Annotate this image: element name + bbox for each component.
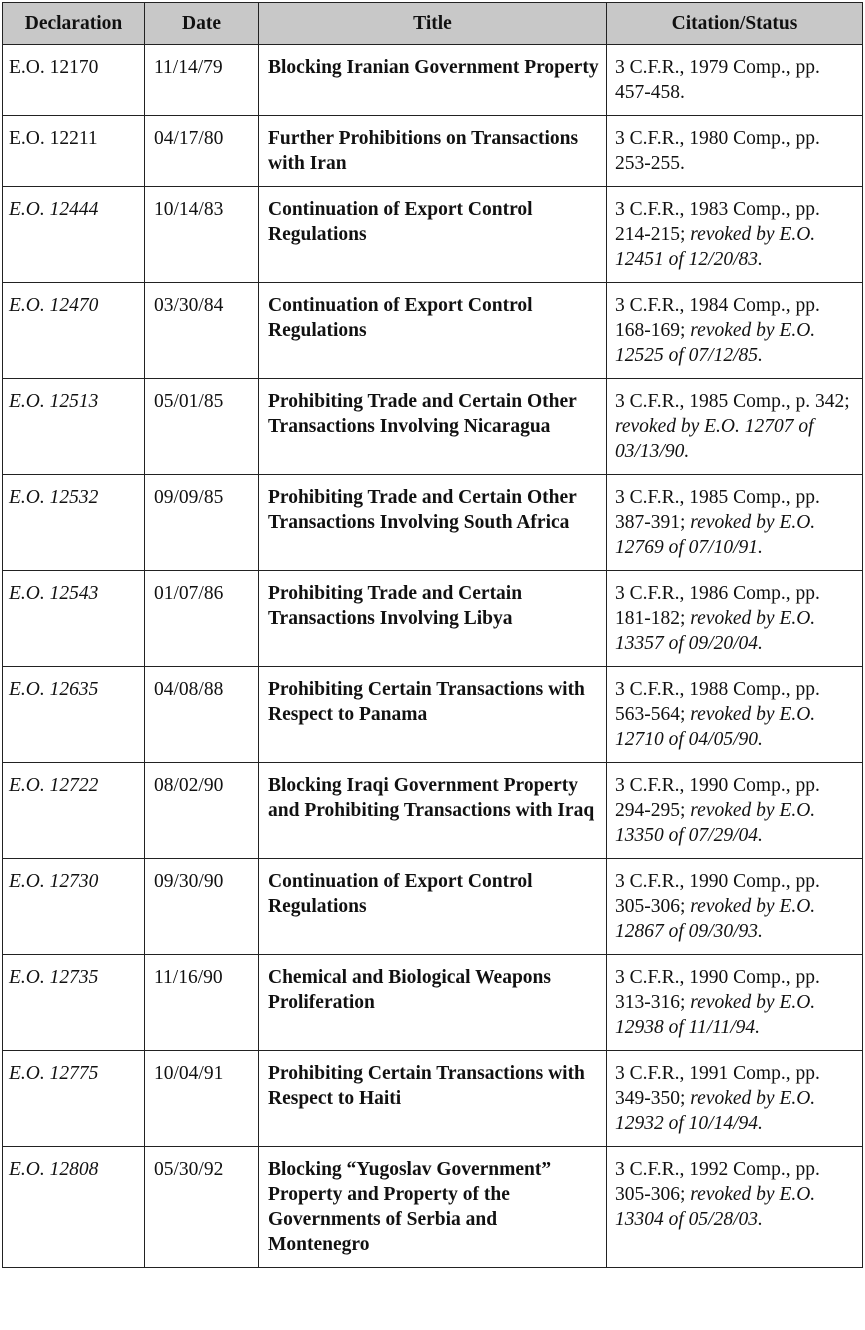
title-cell: Continuation of Export Control Regulations xyxy=(259,859,607,955)
table-row xyxy=(3,667,863,763)
citation-text: 3 C.F.R., 1992 Comp., pp. 305-306; xyxy=(615,1159,820,1205)
revoked-label: revoked by xyxy=(690,896,775,917)
revoked-by-order: E.O. 12769 of 07/10/91. xyxy=(615,512,816,558)
date-cell: 05/30/92 xyxy=(145,1147,259,1268)
citation-text: 3 C.F.R., 1985 Comp., p. 342; xyxy=(615,391,850,412)
table-row xyxy=(3,475,863,571)
declaration-cell: E.O. 12211 xyxy=(3,116,145,187)
date-cell: 09/30/90 xyxy=(145,859,259,955)
title-cell: Further Prohibitions on Transactions with Iran xyxy=(259,116,607,187)
table-row xyxy=(3,955,863,1051)
declaration-cell: E.O. 12635 xyxy=(3,667,145,763)
revoked-label: revoked by xyxy=(690,800,775,821)
title-cell: Blocking Iraqi Government Property and Prohibiting Transactions with Iraq xyxy=(259,763,607,859)
revoked-label: revoked by xyxy=(690,704,775,725)
title-cell: Blocking “Yugoslav Government” Property and Property of the Governments of Serbia and Montenegro xyxy=(259,1147,607,1268)
revoked-by-order: E.O. 12525 of 07/12/85. xyxy=(615,320,816,366)
citation-cell xyxy=(607,116,863,187)
title-cell: Prohibiting Trade and Certain Transactions Involving Libya xyxy=(259,571,607,667)
citation-text: 3 C.F.R., 1984 Comp., pp. 168-169; xyxy=(615,295,820,341)
date-cell: 03/30/84 xyxy=(145,283,259,379)
citation-cell xyxy=(607,955,863,1051)
declaration-cell: E.O. 12532 xyxy=(3,475,145,571)
date-cell: 10/04/91 xyxy=(145,1051,259,1147)
header-date: Date xyxy=(145,3,259,45)
date-cell: 11/14/79 xyxy=(145,45,259,116)
title-cell: Prohibiting Trade and Certain Other Transactions Involving South Africa xyxy=(259,475,607,571)
revoked-by-order: E.O. 12867 of 09/30/93. xyxy=(615,896,816,942)
header-declaration: Declaration xyxy=(3,3,145,45)
date-cell: 01/07/86 xyxy=(145,571,259,667)
revoked-by-order: E.O. 12710 of 04/05/90. xyxy=(615,704,816,750)
header-citation-status: Citation/Status xyxy=(607,3,863,45)
title-cell: Prohibiting Certain Transactions with Respect to Panama xyxy=(259,667,607,763)
table-row xyxy=(3,859,863,955)
citation-cell xyxy=(607,379,863,475)
title-cell: Continuation of Export Control Regulations xyxy=(259,187,607,283)
title-cell: Chemical and Biological Weapons Proliferation xyxy=(259,955,607,1051)
citation-cell xyxy=(607,571,863,667)
revoked-label: revoked by xyxy=(690,320,775,341)
date-cell: 08/02/90 xyxy=(145,763,259,859)
citation-cell xyxy=(607,763,863,859)
declarations-table xyxy=(2,2,863,1268)
citation-cell xyxy=(607,283,863,379)
header-title: Title xyxy=(259,3,607,45)
title-cell: Blocking Iranian Government Property xyxy=(259,45,607,116)
citation-text: 3 C.F.R., 1991 Comp., pp. 349-350; xyxy=(615,1063,820,1109)
revoked-label: revoked by xyxy=(690,224,775,245)
citation-text: 3 C.F.R., 1985 Comp., pp. 387-391; xyxy=(615,487,820,533)
date-cell: 09/09/85 xyxy=(145,475,259,571)
citation-text: 3 C.F.R., 1979 Comp., pp. 457-458. xyxy=(615,57,820,103)
title-cell: Prohibiting Trade and Certain Other Transactions Involving Nicaragua xyxy=(259,379,607,475)
table-row xyxy=(3,283,863,379)
citation-text: 3 C.F.R., 1980 Comp., pp. 253-255. xyxy=(615,128,820,174)
revoked-by-order: E.O. 12938 of 11/11/94. xyxy=(615,992,816,1038)
declaration-cell: E.O. 12170 xyxy=(3,45,145,116)
date-cell: 04/08/88 xyxy=(145,667,259,763)
revoked-label: revoked by xyxy=(690,608,775,629)
table-row xyxy=(3,763,863,859)
citation-cell xyxy=(607,667,863,763)
revoked-by-order: E.O. 12932 of 10/14/94. xyxy=(615,1088,816,1134)
citation-text: 3 C.F.R., 1988 Comp., pp. 563-564; xyxy=(615,679,820,725)
table-row xyxy=(3,1147,863,1268)
citation-cell xyxy=(607,475,863,571)
citation-cell xyxy=(607,1051,863,1147)
declaration-cell: E.O. 12735 xyxy=(3,955,145,1051)
table-body xyxy=(3,45,863,1268)
citation-text: 3 C.F.R., 1986 Comp., pp. 181-182; xyxy=(615,583,820,629)
date-cell: 04/17/80 xyxy=(145,116,259,187)
citation-text: 3 C.F.R., 1990 Comp., pp. 294-295; xyxy=(615,775,820,821)
declaration-cell: E.O. 12543 xyxy=(3,571,145,667)
table-header xyxy=(3,3,863,45)
revoked-label: revoked by xyxy=(615,416,700,437)
citation-cell xyxy=(607,859,863,955)
revoked-by-order: E.O. 12451 of 12/20/83. xyxy=(615,224,816,270)
declaration-cell: E.O. 12808 xyxy=(3,1147,145,1268)
date-cell: 10/14/83 xyxy=(145,187,259,283)
table-row xyxy=(3,187,863,283)
declaration-cell: E.O. 12722 xyxy=(3,763,145,859)
citation-cell xyxy=(607,187,863,283)
revoked-label: revoked by xyxy=(690,992,775,1013)
citation-cell xyxy=(607,45,863,116)
revoked-by-order: E.O. 13304 of 05/28/03. xyxy=(615,1184,816,1230)
title-cell: Continuation of Export Control Regulations xyxy=(259,283,607,379)
declaration-cell: E.O. 12470 xyxy=(3,283,145,379)
revoked-by-order: E.O. 13357 of 09/20/04. xyxy=(615,608,816,654)
table-row xyxy=(3,571,863,667)
declaration-cell: E.O. 12444 xyxy=(3,187,145,283)
table-row xyxy=(3,116,863,187)
revoked-label: revoked by xyxy=(690,1184,775,1205)
citation-text: 3 C.F.R., 1990 Comp., pp. 305-306; xyxy=(615,871,820,917)
declaration-cell: E.O. 12730 xyxy=(3,859,145,955)
citation-text: 3 C.F.R., 1983 Comp., pp. 214-215; xyxy=(615,199,820,245)
table-row xyxy=(3,1051,863,1147)
title-cell: Prohibiting Certain Transactions with Respect to Haiti xyxy=(259,1051,607,1147)
citation-cell xyxy=(607,1147,863,1268)
declaration-cell: E.O. 12775 xyxy=(3,1051,145,1147)
revoked-by-order: E.O. 13350 of 07/29/04. xyxy=(615,800,816,846)
citation-text: 3 C.F.R., 1990 Comp., pp. 313-316; xyxy=(615,967,820,1013)
date-cell: 11/16/90 xyxy=(145,955,259,1051)
revoked-label: revoked by xyxy=(690,1088,775,1109)
declaration-cell: E.O. 12513 xyxy=(3,379,145,475)
table-row xyxy=(3,45,863,116)
revoked-by-order: E.O. 12707 of 03/13/90. xyxy=(615,416,814,462)
header-row xyxy=(3,3,863,45)
date-cell: 05/01/85 xyxy=(145,379,259,475)
revoked-label: revoked by xyxy=(690,512,775,533)
table-row xyxy=(3,379,863,475)
